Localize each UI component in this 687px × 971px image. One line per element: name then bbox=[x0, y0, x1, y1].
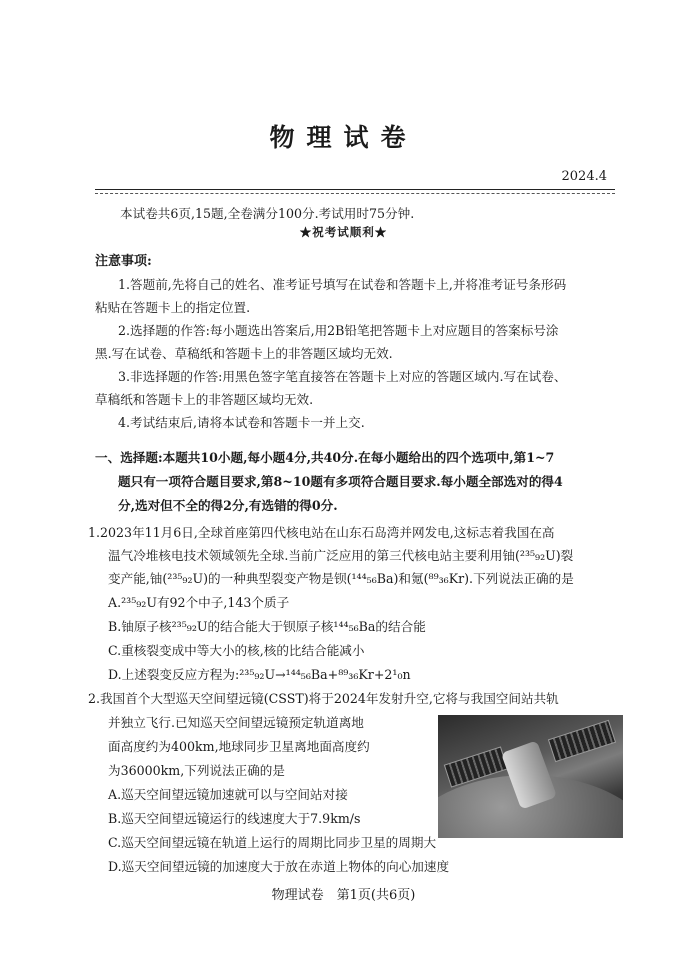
section-heading: 一、选择题:本题共10小题,每小题4分,共40分.在每小题给出的四个选项中,第1~7 bbox=[95, 450, 555, 465]
question-2-text: 2.我国首个大型巡天空间望远镜(CSST)将于2024年发射升空,它将与我国空间站共轨 bbox=[88, 691, 559, 706]
question-2-option: B.巡天空间望远镜运行的线速度大于7.9km/s bbox=[108, 811, 361, 826]
exam-intro: 本试卷共6页,15题,全卷满分100分.考试用时75分钟. bbox=[120, 206, 415, 221]
question-2-text: 为36000km,下列说法正确的是 bbox=[108, 763, 285, 778]
question-2-option: C.巡天空间望远镜在轨道上运行的周期比同步卫星的周期大 bbox=[108, 835, 437, 850]
page-footer: 物理试卷 第1页(共6页) bbox=[271, 888, 416, 903]
note-line: 3.非选择题的作答:用黑色签字笔直接答在答题卡上对应的答题区域内.写在试卷、 bbox=[118, 369, 567, 384]
section-heading: 分,选对但不全的得2分,有选错的得0分. bbox=[118, 498, 338, 513]
question-2-text: 并独立飞行.已知巡天空间望远镜预定轨道离地 bbox=[108, 715, 364, 730]
note-line: 4.考试结束后,请将本试卷和答题卡一并上交. bbox=[118, 415, 365, 430]
notes-heading: 注意事项: bbox=[95, 254, 152, 269]
space-telescope-photo bbox=[438, 715, 623, 838]
note-line: 1.答题前,先将自己的姓名、准考证号填写在试卷和答题卡上,并将准考证号条形码 bbox=[118, 277, 567, 292]
question-2-option: D.巡天空间望远镜的加速度大于放在赤道上物体的向心加速度 bbox=[108, 859, 450, 874]
good-luck-banner: ★祝考试顺利★ bbox=[299, 225, 388, 239]
question-1-text: 变产能,铀(²³⁵₉₂U)的一种典型裂变产物是钡(¹⁴⁴₅₆Ba)和氪(⁸⁹₃₆Kr).下列说法正确的是 bbox=[108, 571, 574, 586]
question-1-option: D.上述裂变反应方程为:²³⁵₉₂U→¹⁴⁴₅₆Ba+⁸⁹₃₆Kr+2¹₀n bbox=[108, 667, 411, 682]
question-2-option: A.巡天空间望远镜加速就可以与空间站对接 bbox=[108, 787, 348, 802]
note-line: 粘贴在答题卡上的指定位置. bbox=[95, 300, 251, 315]
section-heading: 题只有一项符合题目要求,第8~10题有多项符合题目要求.每小题全部选对的得4 bbox=[118, 474, 563, 489]
question-1-option: B.铀原子核²³⁵₉₂U的结合能大于钡原子核¹⁴⁴₅₆Ba的结合能 bbox=[108, 619, 426, 634]
exam-date: 2024.4 bbox=[561, 169, 607, 184]
note-line: 草稿纸和答题卡上的非答题区域均无效. bbox=[95, 392, 314, 407]
solar-panel-right bbox=[548, 720, 616, 763]
header-divider bbox=[95, 189, 615, 190]
header-divider-dashed bbox=[95, 193, 615, 194]
note-line: 2.选择题的作答:每小题选出答案后,用2B铅笔把答题卡上对应题目的答案标号涂 bbox=[118, 323, 559, 338]
page-title: 物理试卷 bbox=[269, 123, 418, 152]
question-1-option: A.²³⁵₉₂U有92个中子,143个质子 bbox=[108, 595, 290, 610]
question-1-option: C.重核裂变成中等大小的核,核的比结合能减小 bbox=[108, 643, 365, 658]
question-2-text: 面高度约为400km,地球同步卫星离地面高度约 bbox=[108, 739, 370, 754]
note-line: 黑.写在试卷、草稿纸和答题卡上的非答题区域均无效. bbox=[95, 346, 393, 361]
question-1-text: 1.2023年11月6日,全球首座第四代核电站在山东石岛湾并网发电,这标志着我国在高 bbox=[88, 525, 555, 540]
question-1-text: 温气冷堆核电技术领域领先全球.当前广泛应用的第三代核电站主要利用铀(²³⁵₉₂U)裂 bbox=[108, 548, 574, 563]
